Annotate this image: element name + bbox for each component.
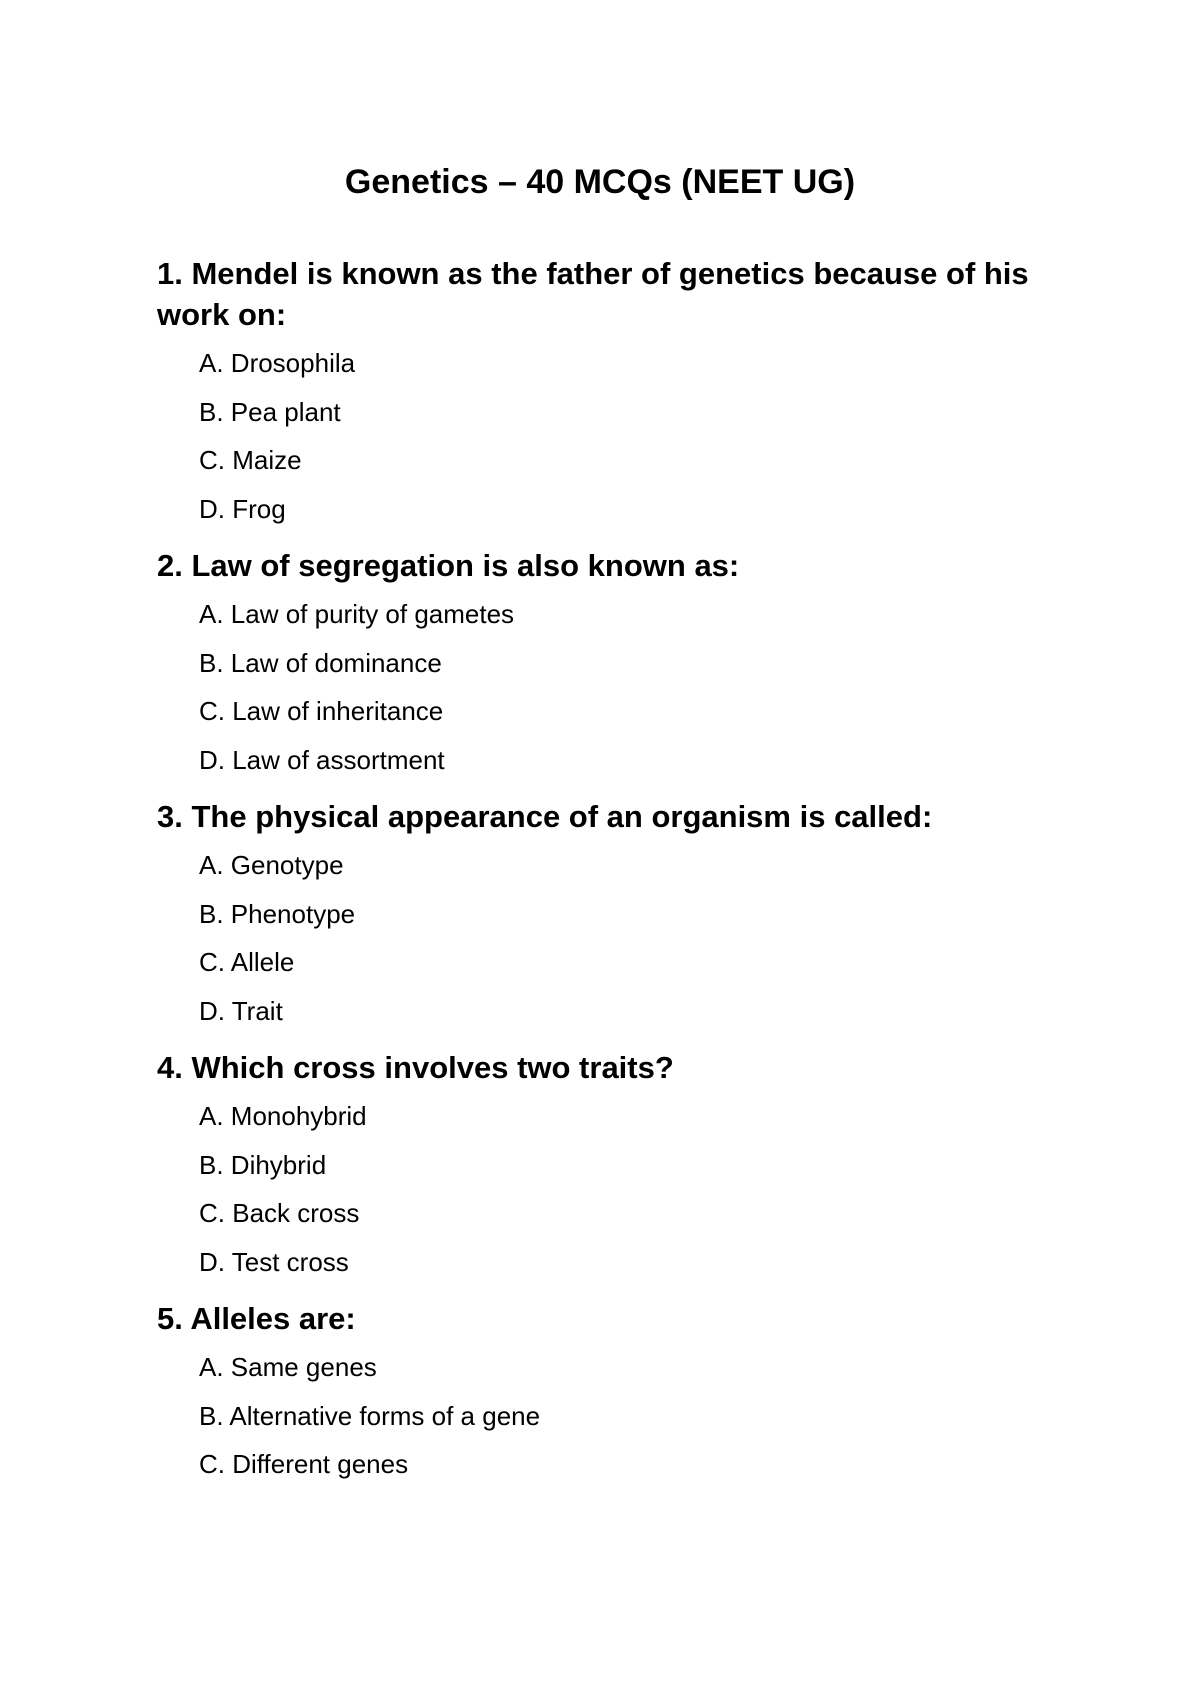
option-d: D. Test cross [199, 1246, 349, 1277]
question-4 [157, 1047, 1037, 1286]
option-list [157, 1343, 1037, 1489]
question-2 [157, 545, 1037, 784]
option-b: B. Dihybrid [199, 1149, 327, 1180]
question-5 [157, 1298, 1037, 1489]
option-list [157, 841, 1037, 1035]
document-title: Genetics – 40 MCQs (NEET UG) [344, 163, 856, 201]
option-list [157, 339, 1037, 533]
option-list [157, 590, 1037, 784]
option-d: D. Law of assortment [199, 744, 445, 775]
option-a: A. Same genes [199, 1352, 377, 1382]
option-a: A. Law of purity of gametes [199, 599, 515, 629]
question-text: 4. Which cross involves two traits? [157, 1050, 674, 1085]
option-c: C. Maize [199, 445, 302, 475]
question-1 [157, 253, 1037, 533]
question-text: 3. The physical appearance of an organism is called: [157, 799, 933, 834]
question-text: 1. Mendel is known as the father of genetics because of his work on: [157, 256, 1029, 332]
question-text: 2. Law of segregation is also known as: [157, 548, 740, 583]
option-list [157, 1092, 1037, 1286]
option-a: A. Genotype [199, 850, 344, 880]
option-c: C. Law of inheritance [199, 696, 444, 726]
option-b: B. Alternative forms of a gene [199, 1400, 541, 1431]
option-b: B. Law of dominance [199, 647, 442, 678]
question-3 [157, 796, 1037, 1035]
option-c: C. Different genes [199, 1449, 409, 1479]
option-a: A. Drosophila [199, 348, 356, 378]
option-b: B. Phenotype [199, 898, 356, 929]
question-list [157, 253, 1037, 1501]
option-c: C. Allele [199, 947, 295, 977]
option-c: C. Back cross [199, 1198, 360, 1228]
option-b: B. Pea plant [199, 396, 341, 427]
option-d: D. Frog [199, 493, 286, 524]
option-a: A. Monohybrid [199, 1101, 367, 1131]
question-text: 5. Alleles are: [157, 1301, 356, 1336]
option-d: D. Trait [199, 995, 283, 1026]
